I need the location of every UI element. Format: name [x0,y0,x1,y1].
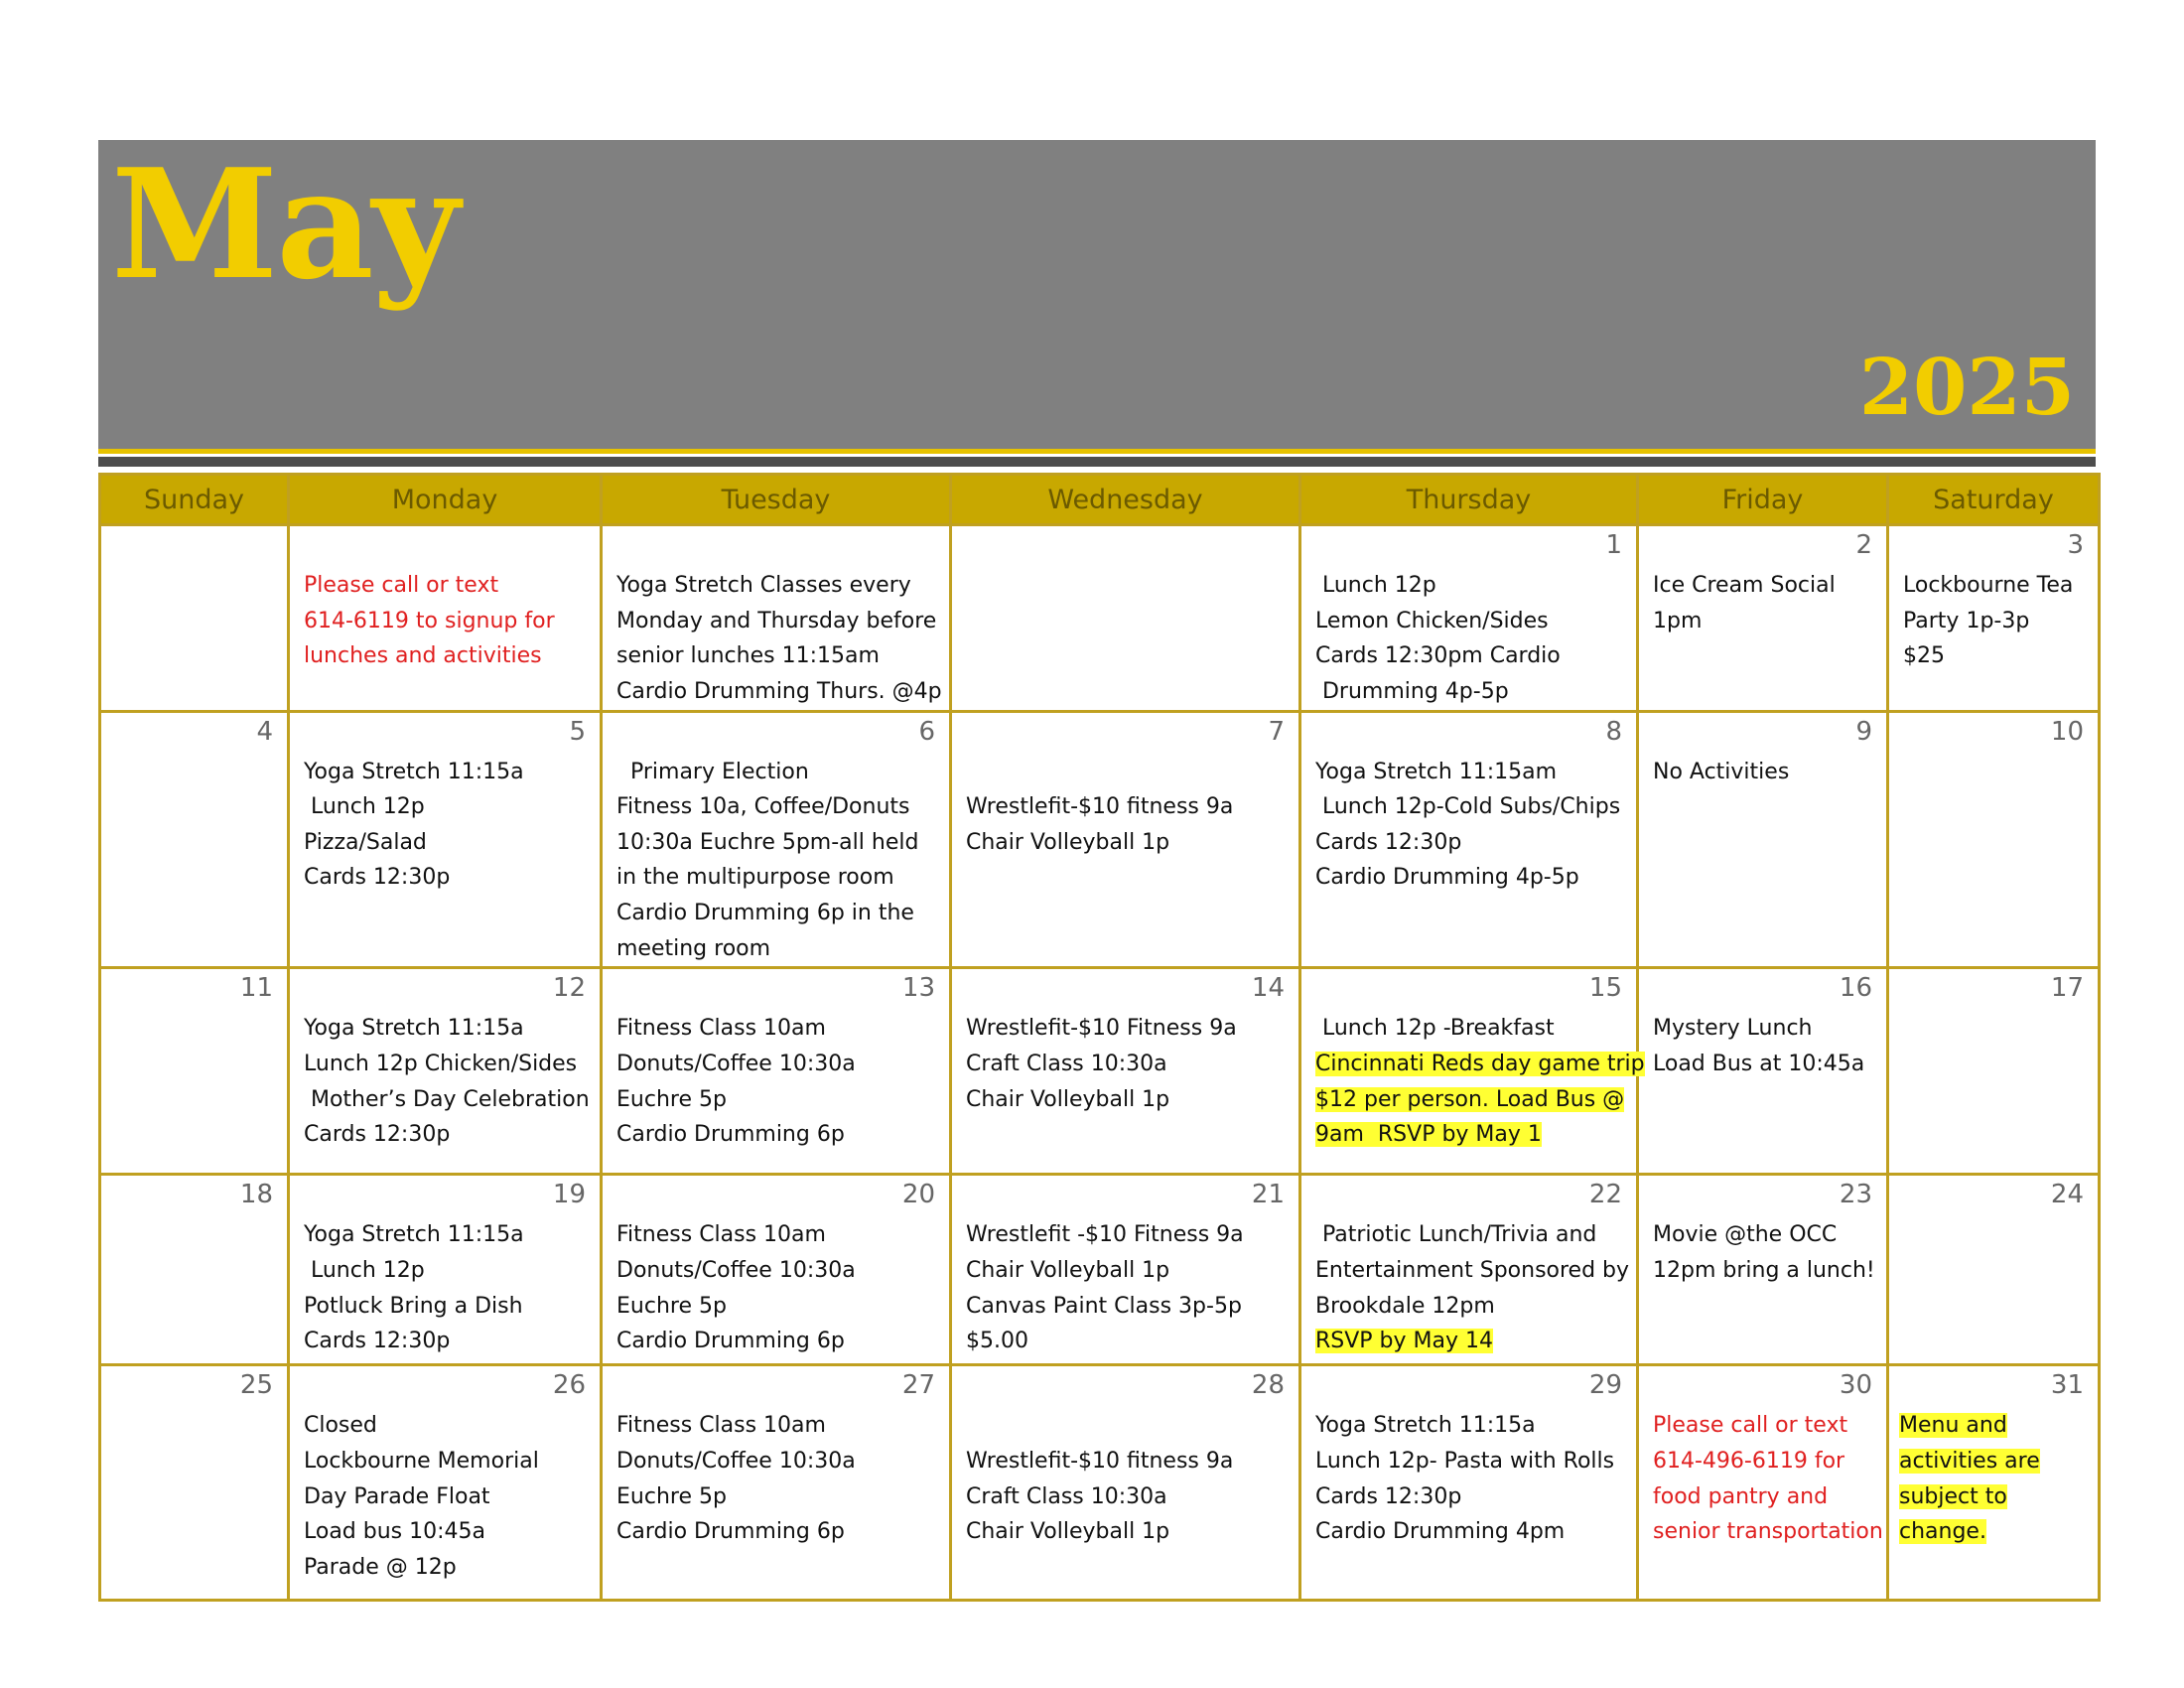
day-number: 16 [1839,973,1872,1004]
event-list [1301,1366,1636,1550]
day-number: 9 [1855,716,1872,747]
highlighted-text: 9am RSVP by May 1 [1315,1122,1542,1148]
event-line: Lockbourne Tea [1903,573,2074,598]
event-line: Please call or text [1653,1413,1848,1439]
event-line [1899,1408,2090,1444]
day-cell [100,1175,289,1365]
highlighted-text: change. [1899,1519,1986,1545]
event-line: Lockbourne Memorial [304,1448,539,1474]
week-row [100,711,2100,968]
calendar-grid [98,473,2101,1602]
event-list [952,1176,1298,1359]
event-line: senior transportation [1653,1519,1883,1545]
event-line [1315,1047,1645,1082]
day-cell [100,525,289,712]
event-line: Wrestlefit-$10 Fitness 9a [966,1016,1237,1042]
day-cell [1888,525,2100,712]
event-list [1639,526,1886,638]
day-cell [1888,711,2100,968]
event-line: Cardio Drumming 6p [616,1122,845,1148]
day-number: 29 [1588,1370,1622,1401]
event-line: Lunch 12p -Breakfast [1315,1016,1555,1042]
event-line: Lunch 12p [304,794,425,820]
event-line: Craft Class 10:30a [966,1483,1167,1509]
event-line: Mystery Lunch [1653,1016,1813,1042]
day-cell [289,968,602,1175]
event-line: 1pm [1653,608,1703,633]
week-row [100,968,2100,1175]
day-cell [1300,711,1638,968]
day-number: 12 [552,973,586,1004]
day-number: 10 [2050,716,2084,747]
day-cell [100,711,289,968]
event-list [952,969,1298,1117]
day-number: 17 [2050,973,2084,1004]
event-line: meeting room [616,935,771,961]
event-line: Closed [304,1413,377,1439]
event-line: No Activities [1653,759,1790,784]
event-line: Cards 12:30p [304,1329,451,1354]
event-line: Wrestlefit-$10 fitness 9a [966,1448,1234,1474]
weekday-header: Monday [289,475,602,525]
event-line: 12pm bring a lunch! [1653,1257,1875,1283]
event-list [952,526,1298,568]
event-line: Load Bus at 10:45a [1653,1051,1865,1076]
event-list [1301,969,1645,1153]
day-cell [1638,711,1888,968]
event-line: Canvas Paint Class 3p-5p [966,1293,1242,1319]
event-line [1899,1444,2090,1479]
day-cell [951,968,1300,1175]
day-number: 25 [239,1370,273,1401]
event-line: Potluck Bring a Dish [304,1293,523,1319]
weekday-header: Saturday [1888,475,2100,525]
event-line: Wrestlefit-$10 fitness 9a [966,794,1234,820]
highlighted-text: Menu and [1899,1413,2007,1439]
highlighted-text: Cincinnati Reds day game trip [1315,1051,1645,1076]
event-line: Drumming 4p-5p [1315,678,1509,704]
day-number: 3 [2067,530,2084,560]
day-number: 11 [239,973,273,1004]
event-line: Yoga Stretch 11:15a [1315,1413,1536,1439]
week-row [100,1365,2100,1601]
day-cell [951,1175,1300,1365]
event-list [603,1366,949,1550]
event-line: Fitness Class 10am [616,1016,826,1042]
day-number: 30 [1839,1370,1872,1401]
day-number: 31 [2050,1370,2084,1401]
highlighted-text: subject to [1899,1483,2007,1509]
event-line: Donuts/Coffee 10:30a [616,1257,856,1283]
event-line: Yoga Stretch 11:15am [1315,759,1558,784]
day-number: 13 [901,973,935,1004]
event-line: Cardio Drumming 4p-5p [1315,865,1579,891]
day-cell [1300,1365,1638,1601]
event-line: Lunch 12p-Cold Subs/Chips [1315,794,1621,820]
event-line: Load bus 10:45a [304,1519,486,1545]
day-number: 22 [1588,1180,1622,1210]
day-cell [289,1365,602,1601]
day-number: 26 [552,1370,586,1401]
event-list [290,526,600,674]
event-line: Yoga Stretch Classes every [616,573,911,598]
day-number: 14 [1251,973,1285,1004]
event-line: food pantry and [1653,1483,1829,1509]
event-line: $25 [1903,643,1945,669]
event-line: Cardio Drumming Thurs. @4p [616,678,942,704]
day-number: 18 [239,1180,273,1210]
event-list [603,1176,949,1359]
event-line: Euchre 5p [616,1086,727,1112]
event-line: in the multipurpose room [616,865,894,891]
event-list [603,526,949,710]
event-line: Craft Class 10:30a [966,1051,1167,1076]
weekday-header: Wednesday [951,475,1300,525]
event-line: Chair Volleyball 1p [966,829,1170,855]
day-number: 20 [901,1180,935,1210]
event-line: Donuts/Coffee 10:30a [616,1051,856,1076]
day-cell [1888,968,2100,1175]
day-number: 5 [569,716,586,747]
event-line [966,1408,1289,1444]
day-number: 23 [1839,1180,1872,1210]
day-cell [1300,525,1638,712]
event-line: Cardio Drumming 6p in the [616,901,914,925]
day-cell [602,711,951,968]
weekday-header: Friday [1638,475,1888,525]
event-line: Lunch 12p [1315,573,1436,598]
event-list [603,969,949,1153]
day-number: 2 [1855,530,1872,560]
event-line: Fitness Class 10am [616,1413,826,1439]
day-cell [951,1365,1300,1601]
day-number: 21 [1251,1180,1285,1210]
event-line: Cards 12:30p [304,1122,451,1148]
event-line: lunches and activities [304,643,542,669]
event-line: Euchre 5p [616,1293,727,1319]
day-cell [100,1365,289,1601]
day-cell [1638,968,1888,1175]
event-line: Movie @the OCC [1653,1222,1838,1248]
day-cell [602,525,951,712]
event-line: Fitness 10a, Coffee/Donuts [616,794,910,820]
event-line: Euchre 5p [616,1483,727,1509]
day-cell [1638,1175,1888,1365]
day-cell [289,525,602,712]
event-line: Chair Volleyball 1p [966,1519,1170,1545]
event-line: Cards 12:30pm Cardio [1315,643,1561,669]
event-list [101,526,287,568]
event-line [1899,1514,2090,1550]
day-number: 28 [1251,1370,1285,1401]
event-line: Pizza/Salad [304,829,427,855]
day-number: 27 [901,1370,935,1401]
event-line: Cards 12:30p [1315,1483,1462,1509]
highlighted-text: RSVP by May 14 [1315,1329,1494,1354]
highlighted-text: activities are [1899,1448,2040,1474]
day-number: 19 [552,1180,586,1210]
event-line: 614-496-6119 for [1653,1448,1845,1474]
month-title: May [111,135,459,313]
event-list [1301,713,1636,897]
event-line [1315,1324,1626,1359]
event-line: $5.00 [966,1329,1028,1354]
event-line [1899,1479,2090,1515]
event-line: Cards 12:30p [304,865,451,891]
day-cell [1888,1175,2100,1365]
day-cell [289,1175,602,1365]
event-line [966,755,1289,790]
event-line: Lunch 12p Chicken/Sides [304,1051,578,1076]
day-cell [1300,1175,1638,1365]
accent-rule [98,449,2096,454]
day-cell [289,711,602,968]
event-line: Monday and Thursday before [616,608,937,633]
day-cell [1638,1365,1888,1601]
event-line [1315,1082,1626,1118]
day-cell [1888,1365,2100,1601]
weekday-header: Thursday [1300,475,1638,525]
event-line: Chair Volleyball 1p [966,1257,1170,1283]
event-line: Yoga Stretch 11:15a [304,759,524,784]
event-line: senior lunches 11:15am [616,643,880,669]
day-cell [602,968,951,1175]
event-line: Chair Volleyball 1p [966,1086,1170,1112]
day-number: 6 [918,716,935,747]
event-list [1301,1176,1636,1359]
event-line: Cards 12:30p [1315,829,1462,855]
weekday-header: Sunday [100,475,289,525]
event-line: Parade @ 12p [304,1554,457,1580]
event-line: Please call or text [304,573,499,598]
day-cell [951,711,1300,968]
event-line [1315,1117,1626,1153]
event-line: Cardio Drumming 6p [616,1519,845,1545]
event-list [952,1366,1298,1550]
day-number: 4 [256,716,273,747]
day-number: 24 [2050,1180,2084,1210]
divider-rule [98,457,2096,467]
day-cell [100,968,289,1175]
event-line: 10:30a Euchre 5pm-all held [616,829,919,855]
event-line: Cardio Drumming 6p [616,1329,845,1354]
year-title: 2025 [1858,343,2075,433]
event-line: Donuts/Coffee 10:30a [616,1448,856,1474]
event-line: Patriotic Lunch/Trivia and [1315,1222,1597,1248]
weekday-header-row [100,475,2100,525]
event-line: Day Parade Float [304,1483,490,1509]
day-number: 1 [1605,530,1622,560]
day-cell [1300,968,1645,1175]
day-cell [951,525,1300,712]
event-line: Mother’s Day Celebration [304,1086,590,1112]
day-cell [602,1175,951,1365]
event-line: Wrestlefit -$10 Fitness 9a [966,1222,1244,1248]
event-line: Ice Cream Social [1653,573,1836,598]
day-number: 8 [1605,716,1622,747]
event-list [1301,526,1636,710]
event-line: Party 1p-3p [1903,608,2030,633]
event-line: Cardio Drumming 4pm [1315,1519,1566,1545]
weekday-header: Tuesday [602,475,951,525]
event-list [952,713,1298,861]
day-cell [602,1365,951,1601]
event-line: Yoga Stretch 11:15a [304,1222,524,1248]
week-row [100,525,2100,712]
event-line: Entertainment Sponsored by [1315,1257,1630,1283]
event-list [1639,713,1886,790]
event-line: Lunch 12p- Pasta with Rolls [1315,1448,1615,1474]
day-cell [1638,525,1888,712]
week-row [100,1175,2100,1365]
highlighted-text: $12 per person. Load Bus @ [1315,1086,1625,1112]
event-line: Yoga Stretch 11:15a [304,1016,524,1042]
event-line: Fitness Class 10am [616,1222,826,1248]
event-line: Brookdale 12pm [1315,1293,1495,1319]
event-list [603,713,949,967]
event-line: Primary Election [616,759,809,784]
event-line: Lunch 12p [304,1257,425,1283]
event-line: Lemon Chicken/Sides [1315,608,1549,633]
day-number: 15 [1588,973,1622,1004]
event-line: 614-6119 to signup for [304,608,555,633]
event-list [290,713,600,897]
day-number: 7 [1268,716,1285,747]
